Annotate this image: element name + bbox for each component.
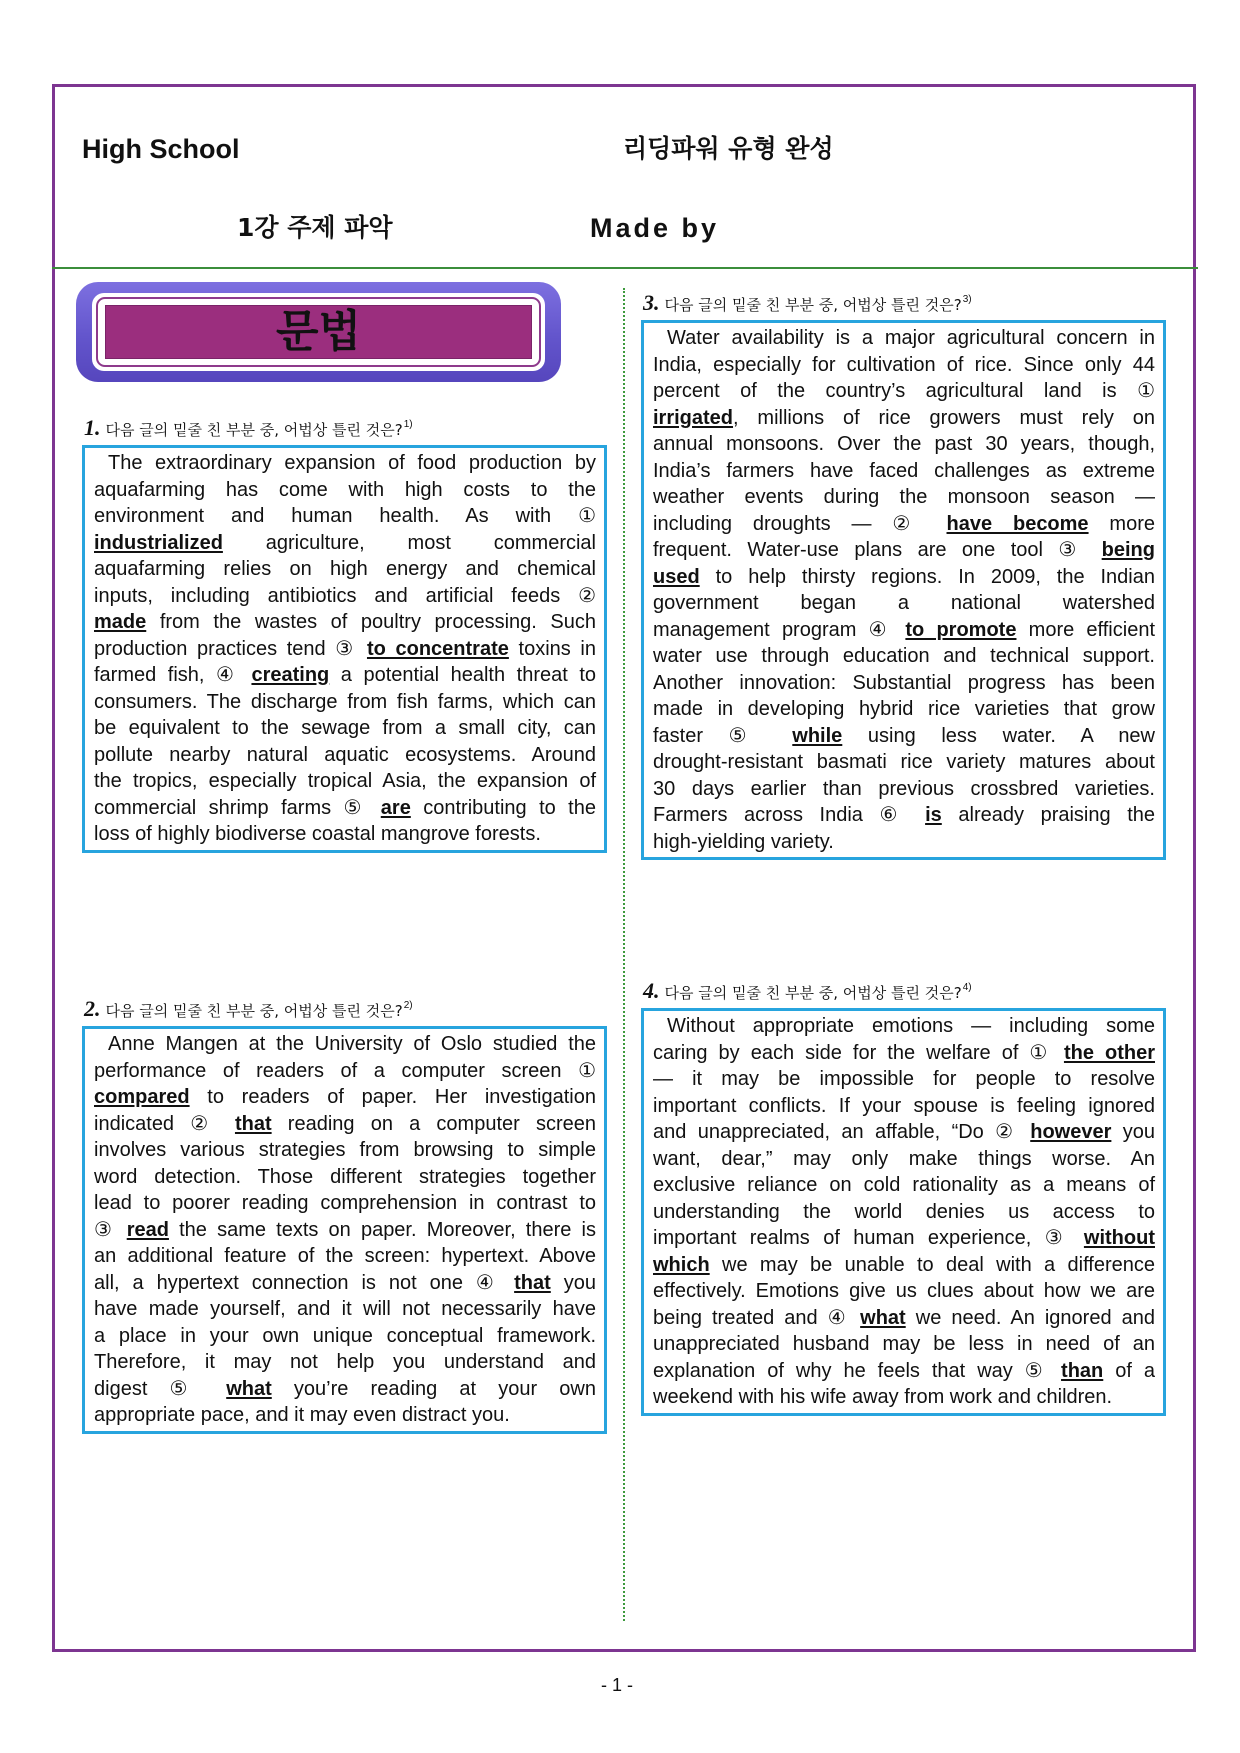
passage-text: drought-resistant basmati rice variety matures about — [653, 751, 1155, 773]
passage-text: made in developing hybrid rice varieties that grow — [653, 698, 1155, 720]
passage-line — [653, 511, 1155, 538]
passage-text: unappreciated husband may be less in need of an — [653, 1333, 1155, 1355]
passage-line — [653, 1093, 1155, 1120]
passage-text: digest ⑤ — [94, 1377, 227, 1400]
passage-text: of a — [1103, 1359, 1155, 1382]
column-divider — [623, 288, 625, 1621]
passage-line — [653, 749, 1155, 776]
passage-text: we need. An ignored and — [905, 1306, 1155, 1329]
passage-line — [94, 821, 596, 848]
underlined-choice: creating — [251, 664, 330, 686]
passage-line — [653, 723, 1155, 750]
section-banner — [76, 282, 561, 382]
question-4-heading — [643, 974, 972, 1008]
passage-line — [653, 1252, 1155, 1279]
question-2-heading — [84, 992, 413, 1026]
passage-text: Water availability is a major agricultural concern in — [667, 327, 1155, 349]
passage-text: involves various strategies from browsing to simple — [94, 1139, 596, 1161]
passage-line — [653, 696, 1155, 723]
banner-fill — [103, 303, 534, 361]
passage-line — [94, 795, 596, 822]
passage-line — [94, 1217, 596, 1244]
passage-text: performance of readers of a computer screen ① — [94, 1059, 596, 1082]
passage-line — [94, 1376, 596, 1403]
passage-text: a potential health threat to — [329, 664, 596, 686]
passage-line — [94, 1270, 596, 1297]
passage-text: — it may be impossible for people to resolve — [653, 1068, 1155, 1090]
passage-text: already praising the — [941, 804, 1156, 826]
passage-line — [94, 556, 596, 583]
passage-line — [653, 378, 1155, 405]
underlined-choice: used — [653, 565, 700, 588]
passage-line — [653, 405, 1155, 432]
passage-text: farmed fish, ④ — [94, 664, 252, 686]
passage-line — [653, 564, 1155, 591]
passage-text: important realms of human experience, ③ — [653, 1227, 1084, 1249]
passage-text: using less water. A new — [842, 724, 1156, 747]
passage-text: aquafarming has come with high costs to the — [94, 478, 596, 501]
passage-text: explanation of why he feels that way ⑤ — [653, 1359, 1062, 1382]
passage-text: Farmers across India ⑥ — [653, 804, 926, 826]
passage-text: frequent. Water-use plans are one tool ③ — [653, 539, 1102, 561]
passage-text: lead to poorer reading comprehension in contrast to — [94, 1192, 596, 1214]
passage-text: the same texts on paper. Moreover, there is — [168, 1218, 596, 1241]
passage-text: caring by each side for the welfare of ① — [653, 1041, 1064, 1064]
passage-line — [653, 1225, 1155, 1252]
underlined-choice: made — [94, 611, 147, 633]
passage-text: Without appropriate emotions — including some — [667, 1015, 1155, 1037]
passage-line — [94, 636, 596, 663]
passage-line — [653, 829, 1155, 856]
footnote-marker: 3) — [962, 294, 972, 305]
passage-text: contributing to the — [410, 796, 596, 819]
book-title: 리딩파워 유형 완성 — [623, 134, 834, 163]
passage-text: pollute nearby natural aquatic ecosystems. Around — [94, 743, 596, 766]
passage-text: you’re reading at your own — [271, 1377, 596, 1400]
question-prompt: 다음 글의 밑줄 친 부분 중, 어법상 틀린 것은? — [664, 984, 962, 1002]
footnote-marker: 2) — [403, 1000, 413, 1011]
question-4-passage — [641, 1008, 1166, 1416]
made-by-label: Made by — [590, 213, 720, 243]
underlined-choice: what — [226, 1377, 272, 1400]
passage-line — [94, 1243, 596, 1270]
passage-line — [653, 1146, 1155, 1173]
page-number: - 1 - — [600, 1675, 633, 1695]
passage-line — [653, 537, 1155, 564]
passage-line — [94, 609, 596, 636]
passage-text: inputs, including antibiotics and artificial feeds ② — [94, 584, 596, 607]
passage-line — [94, 1084, 596, 1111]
passage-text: all, a hypertext connection is not one ④ — [94, 1271, 515, 1294]
underlined-choice: what — [860, 1306, 906, 1329]
passage-text: more efficient — [1016, 618, 1155, 641]
passage-line — [94, 1349, 596, 1376]
passage-line — [94, 1402, 596, 1429]
banner-outline — [96, 297, 541, 367]
underlined-choice: without — [1083, 1227, 1155, 1249]
passage-line — [94, 477, 596, 504]
passage-text: weather events during the monsoon season — — [653, 486, 1155, 508]
passage-line — [94, 715, 596, 742]
passage-text: annual monsoons. Over the past 30 years, though, — [653, 433, 1155, 455]
passage-text: loss of highly biodiverse coastal mangrove forests. — [94, 823, 541, 845]
underlined-choice: to promote — [905, 618, 1017, 641]
passage-line — [94, 583, 596, 610]
lesson-title: 1강 주제 파악 — [237, 213, 393, 242]
underlined-choice: is — [925, 804, 942, 826]
underlined-choice: the other — [1063, 1041, 1155, 1064]
passage-line — [653, 1119, 1155, 1146]
passage-text: government began a national watershed — [653, 592, 1155, 614]
passage-line — [653, 590, 1155, 617]
passage-line — [653, 458, 1155, 485]
question-number: 1. — [84, 415, 101, 440]
passage-line — [653, 431, 1155, 458]
passage-text: water use through education and technical support. — [653, 645, 1155, 667]
passage-text: exclusive reliance on cold rationality as a means of — [653, 1174, 1155, 1196]
passage-line — [653, 776, 1155, 803]
passage-line — [94, 1031, 596, 1058]
passage-line — [653, 352, 1155, 379]
passage-text: be equivalent to the sewage from a small city, can — [94, 717, 596, 739]
passage-text: high-yielding variety. — [653, 830, 834, 853]
question-number: 3. — [643, 290, 660, 315]
question-1-passage — [82, 445, 607, 853]
question-prompt: 다음 글의 밑줄 친 부분 중, 어법상 틀린 것은? — [105, 421, 403, 439]
passage-text: to help thirsty regions. In 2009, the Indian — [699, 565, 1155, 588]
underlined-choice: have become — [946, 512, 1089, 535]
underlined-choice: to concentrate — [366, 637, 509, 660]
passage-line — [653, 1305, 1155, 1332]
underlined-choice: however — [1030, 1121, 1112, 1143]
question-2-passage — [82, 1026, 607, 1434]
passage-line — [94, 768, 596, 795]
passage-text: consumers. The discharge from fish farms, which can — [94, 690, 596, 713]
passage-line — [94, 1058, 596, 1085]
passage-text: faster ⑤ — [653, 724, 793, 747]
passage-text: Anne Mangen at the University of Oslo studied the — [108, 1033, 596, 1055]
passage-line — [94, 742, 596, 769]
passage-text: production practices tend ③ — [94, 637, 367, 660]
underlined-choice: that — [234, 1112, 272, 1135]
passage-line — [94, 1323, 596, 1350]
underlined-choice: are — [380, 796, 411, 819]
passage-text: appropriate pace, and it may even distract you. — [94, 1404, 510, 1426]
passage-line — [653, 325, 1155, 352]
passage-line — [94, 1137, 596, 1164]
passage-text: from the wastes of poultry processing. Such — [146, 611, 596, 633]
passage-text: , millions of rice growers must rely on — [733, 406, 1155, 429]
passage-line — [653, 617, 1155, 644]
passage-text: environment and human health. As with ① — [94, 505, 596, 527]
passage-text: 30 days earlier than previous crossbred varieties. — [653, 777, 1155, 800]
school-level: High School — [82, 134, 240, 164]
passage-text: we may be unable to deal with a difference — [709, 1253, 1155, 1276]
passage-text: you — [550, 1271, 596, 1294]
passage-line — [653, 1199, 1155, 1226]
passage-text: word detection. Those different strategies together — [94, 1165, 596, 1188]
question-prompt: 다음 글의 밑줄 친 부분 중, 어법상 틀린 것은? — [105, 1002, 403, 1020]
footnote-marker: 4) — [962, 982, 972, 993]
passage-line — [653, 1384, 1155, 1411]
passage-text: a place in your own unique conceptual framework. — [94, 1324, 596, 1347]
passage-text: reading on a computer screen — [271, 1112, 596, 1135]
passage-line — [94, 450, 596, 477]
passage-line — [94, 503, 596, 530]
underlined-choice: which — [653, 1253, 710, 1276]
passage-text: you — [1111, 1121, 1155, 1143]
passage-text: to readers of paper. Her investigation — [189, 1086, 596, 1108]
passage-line — [94, 1164, 596, 1191]
passage-line — [653, 1331, 1155, 1358]
underlined-choice: read — [126, 1218, 169, 1241]
passage-text: including droughts — ② — [653, 512, 947, 535]
passage-text: commercial shrimp farms ⑤ — [94, 796, 381, 819]
passage-text: important conflicts. If your spouse is feeling ignored — [653, 1094, 1155, 1117]
underlined-choice: while — [792, 724, 843, 747]
passage-line — [653, 1172, 1155, 1199]
passage-text: toxins in — [508, 637, 596, 660]
footnote-marker: 1) — [403, 419, 413, 430]
passage-text: effectively. Emotions give us clues about how we are — [653, 1280, 1155, 1302]
passage-line — [653, 1066, 1155, 1093]
passage-line — [94, 1296, 596, 1323]
passage-text: The extraordinary expansion of food production by — [108, 452, 596, 474]
passage-text: more — [1088, 512, 1156, 535]
passage-line — [653, 1278, 1155, 1305]
passage-line — [653, 1358, 1155, 1385]
passage-line — [653, 484, 1155, 511]
passage-text: management program ④ — [653, 618, 906, 641]
passage-text: and unappreciated, an affable, “Do ② — [653, 1121, 1031, 1143]
passage-line — [653, 802, 1155, 829]
underlined-choice: being — [1101, 539, 1155, 561]
section-title: 문법 — [275, 306, 361, 357]
underlined-choice: than — [1061, 1359, 1104, 1382]
question-number: 4. — [643, 978, 660, 1003]
passage-line — [94, 1190, 596, 1217]
underlined-choice: irrigated — [653, 406, 734, 429]
passage-text: percent of the country’s agricultural land is ① — [653, 380, 1155, 402]
passage-text: the tropics, especially tropical Asia, the expansion of — [94, 770, 596, 792]
passage-text: have made yourself, and it will not necessarily have — [94, 1298, 596, 1320]
passage-text: an additional feature of the screen: hypertext. Above — [94, 1245, 596, 1267]
passage-text: being treated and ④ — [653, 1306, 861, 1329]
passage-line — [653, 643, 1155, 670]
underlined-choice: that — [514, 1271, 551, 1294]
passage-line — [94, 689, 596, 716]
passage-line — [653, 670, 1155, 697]
passage-text: indicated ② — [94, 1112, 235, 1135]
header-divider — [52, 267, 1198, 269]
passage-text: agriculture, most commercial — [222, 531, 596, 554]
passage-line — [94, 1111, 596, 1138]
banner-ring — [92, 293, 545, 371]
passage-text: weekend with his wife away from work and children. — [653, 1386, 1113, 1408]
passage-line — [94, 662, 596, 689]
passage-text: India, especially for cultivation of rice. Since only 44 — [653, 353, 1155, 376]
passage-line — [653, 1040, 1155, 1067]
underlined-choice: industrialized — [94, 531, 223, 554]
passage-text: want, dear,” may only make things worse. An — [653, 1147, 1155, 1170]
passage-line — [94, 530, 596, 557]
passage-text: Therefore, it may not help you understand and — [94, 1351, 596, 1373]
passage-text: India’s farmers have faced challenges as extreme — [653, 459, 1155, 482]
passage-text: Another innovation: Substantial progress has been — [653, 671, 1155, 694]
question-3-heading — [643, 286, 972, 320]
question-3-passage — [641, 320, 1166, 860]
question-number: 2. — [84, 996, 101, 1021]
question-prompt: 다음 글의 밑줄 친 부분 중, 어법상 틀린 것은? — [664, 296, 962, 314]
passage-text: ③ — [94, 1218, 127, 1241]
passage-text: aquafarming relies on high energy and chemical — [94, 558, 596, 580]
underlined-choice: compared — [94, 1086, 190, 1108]
passage-text: understanding the world denies us access to — [653, 1200, 1155, 1223]
passage-line — [653, 1013, 1155, 1040]
question-1-heading — [84, 411, 413, 445]
